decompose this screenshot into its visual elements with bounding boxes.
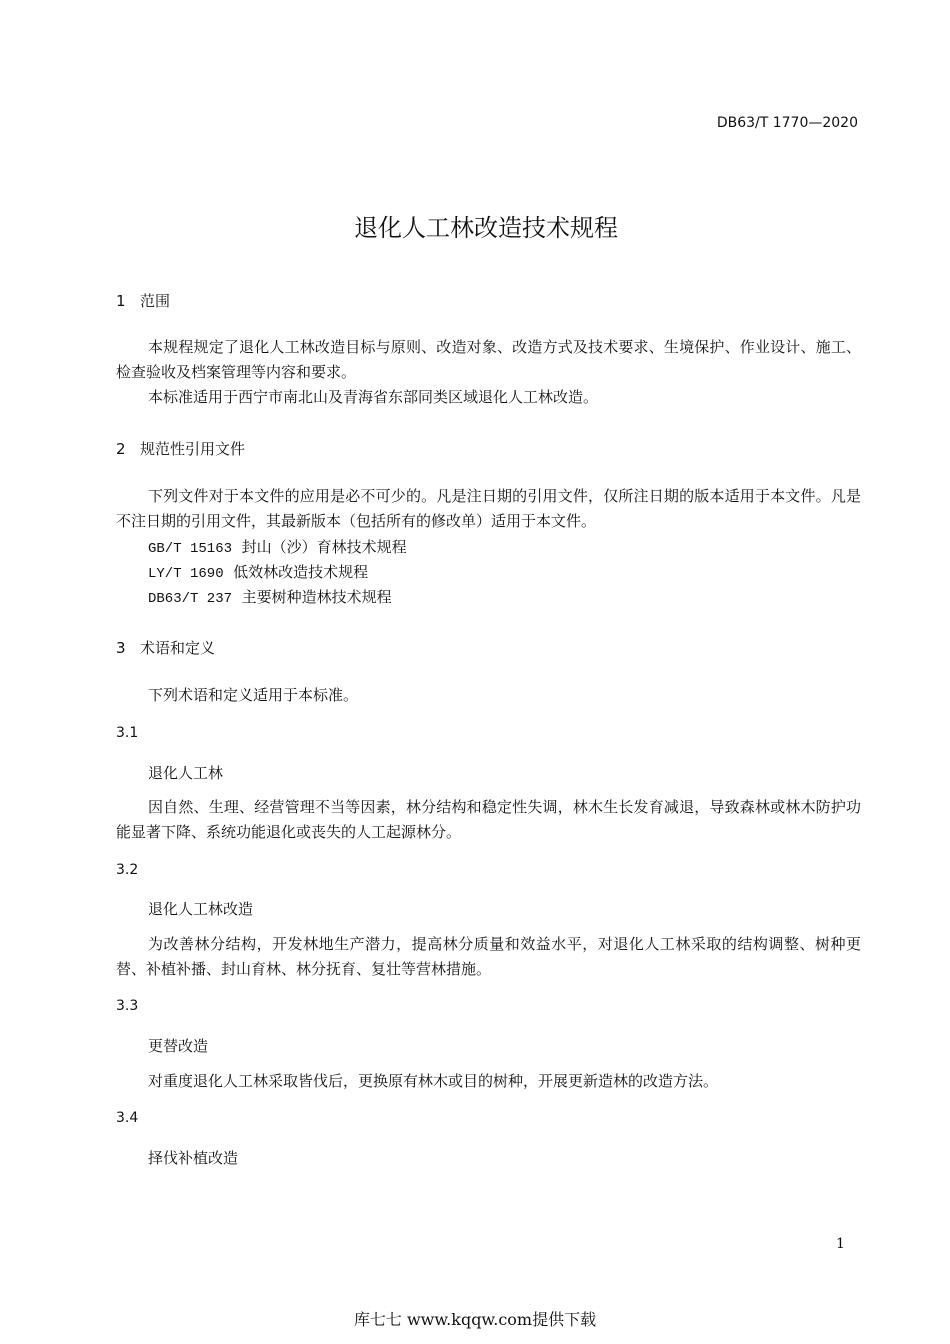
reference-item [148, 536, 407, 557]
term-title: 择伐补植改造 [148, 1149, 239, 1167]
section-title: 术语和定义 [140, 639, 216, 657]
reference-item [148, 586, 392, 607]
term-number: 3.4 [116, 1110, 139, 1126]
term-definition [116, 1069, 861, 1094]
section-title: 规范性引用文件 [140, 440, 246, 458]
section-title: 范围 [140, 292, 171, 310]
paragraph: 下列文件对于本文件的应用是必不可少的。凡是注日期的引用文件，仅所注日期的版本适用于本文件。凡是不注日期的引用文件，其最新版本（包括所有的修改单）适用于本文件。 [116, 487, 861, 530]
term-title: 更替改造 [148, 1037, 209, 1055]
term-definition [116, 795, 861, 845]
section-1-body [116, 335, 861, 410]
standard-code: DB63/T 1770—2020 [716, 115, 858, 131]
download-footer: 库七七 www.kqqw.com提供下载 [353, 1310, 597, 1329]
section-2-heading [116, 438, 245, 459]
reference-code: LY/T 1690 [148, 566, 224, 582]
page-number: 1 [836, 1236, 845, 1252]
reference-name: 主要树种造林技术规程 [241, 588, 392, 606]
term-number: 3.2 [116, 862, 139, 878]
paragraph: 下列术语和定义适用于本标准。 [148, 686, 359, 704]
term-number: 3.3 [116, 998, 139, 1014]
paragraph: 为改善林分结构，开发林地生产潜力，提高林分质量和效益水平，对退化人工林采取的结构调整、树种更替、补植补播、封山育林、林分抚育、复壮等营林措施。 [116, 935, 861, 978]
term-title: 退化人工林 [148, 764, 224, 782]
section-3-intro [116, 683, 861, 708]
section-1-heading [116, 290, 170, 311]
term-definition [116, 932, 861, 982]
paragraph: 本规程规定了退化人工林改造目标与原则、改造对象、改造方式及技术要求、生境保护、作业设计、施工、检查验收及档案管理等内容和要求。 [116, 338, 861, 381]
section-2-body [116, 484, 861, 534]
section-3-heading [116, 637, 215, 658]
document-title: 退化人工林改造技术规程 [354, 214, 618, 242]
section-number: 3 [116, 639, 126, 657]
reference-name: 封山（沙）育林技术规程 [241, 538, 407, 556]
reference-name: 低效林改造技术规程 [233, 563, 369, 581]
term-number: 3.1 [116, 725, 139, 741]
section-number: 2 [116, 440, 126, 458]
reference-code: GB/T 15163 [148, 541, 233, 557]
section-number: 1 [116, 292, 126, 310]
paragraph: 因自然、生理、经营管理不当等因素，林分结构和稳定性失调，林木生长发育减退，导致森林或林木防护功能显著下降、系统功能退化或丧失的人工起源林分。 [116, 798, 861, 841]
paragraph: 本标准适用于西宁市南北山及青海省东部同类区域退化人工林改造。 [148, 388, 599, 406]
paragraph: 对重度退化人工林采取皆伐后，更换原有林木或目的树种，开展更新造林的改造方法。 [148, 1072, 719, 1090]
reference-code: DB63/T 237 [148, 591, 233, 607]
term-title: 退化人工林改造 [148, 900, 254, 918]
reference-item [148, 561, 368, 582]
